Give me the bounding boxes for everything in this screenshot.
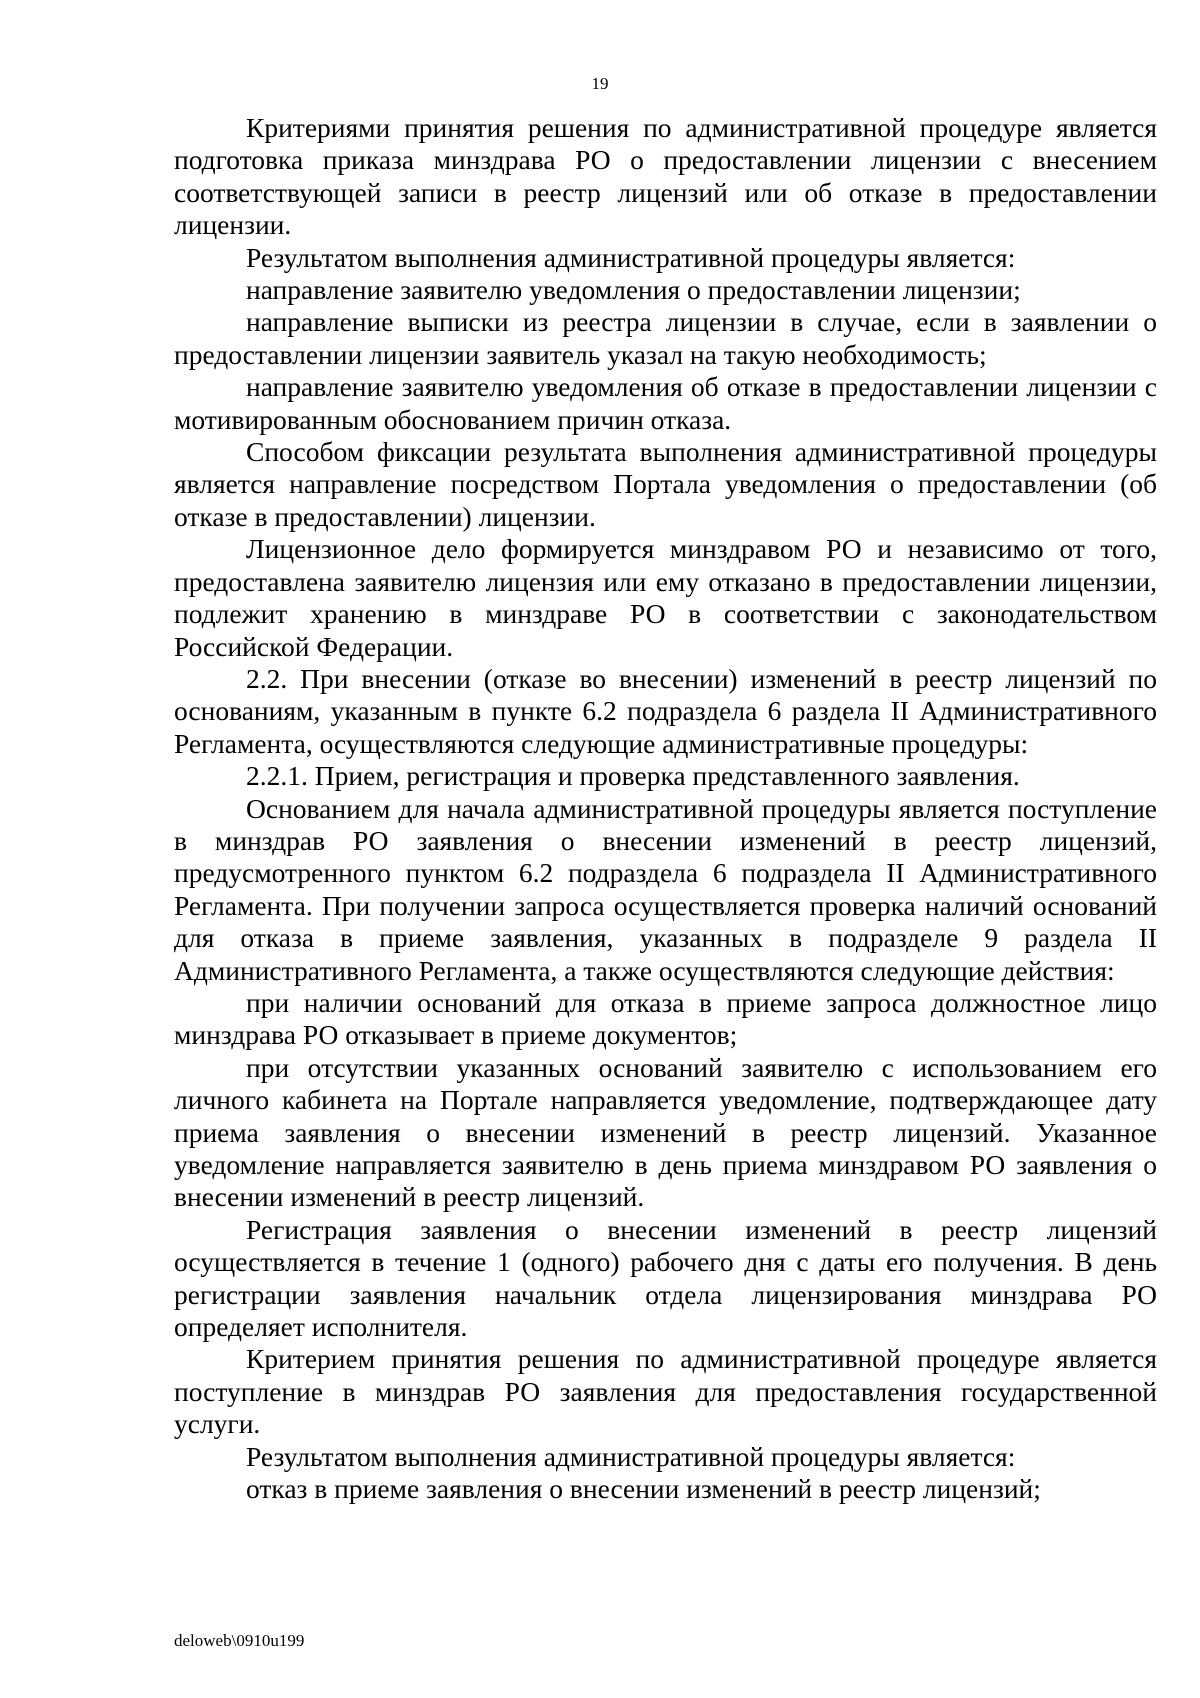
paragraph: Критерием принятия решения по административной процедуре является поступление в минздрав РО заявления для предоставления государственной услуги. — [174, 1343, 1157, 1440]
paragraph: Регистрация заявления о внесении изменений в реестр лицензий осуществляется в течение 1 (одного) рабочего дня с даты его получения. В день регистрации заявления начальник отдела лицензирования минздрава РО определяет исполнителя. — [174, 1213, 1157, 1343]
section-heading: 2.2. При внесении (отказе во внесении) изменений в реестр лицензий по основаниям, указанным в пункте 6.2 подраздела 6 раздела II Административного Регламента, осуществляются следующие административные процедуры: — [174, 662, 1157, 759]
paragraph: Лицензионное дело формируется минздравом РО и независимо от того, предоставлена заявителю лицензия или ему отказано в предоставлении лицензии, подлежит хранению в минздраве РО в соответствии с законодательством Российской Федерации. — [174, 533, 1157, 662]
paragraph: Результатом выполнения административной процедуры является: — [246, 1440, 1016, 1472]
subsection-heading: 2.2.1. Прием, регистрация и проверка представленного заявления. — [246, 760, 1020, 792]
paragraph: Результатом выполнения административной процедуры является: — [246, 241, 1016, 273]
paragraph: направление выписки из реестра лицензии в случае, если в заявлении о предоставлении лицензии заявитель указал на такую необходимость; — [174, 306, 1157, 370]
paragraph: Способом фиксации результата выполнения административной процедуры является направление посредством Портала уведомления о предоставлении (об отказе в предоставлении) лицензии. — [174, 436, 1157, 532]
paragraph: направление заявителю уведомления об отказе в предоставлении лицензии с мотивированным обоснованием причин отказа. — [174, 371, 1157, 435]
paragraph: направление заявителю уведомления о предоставлении лицензии; — [246, 274, 1021, 306]
paragraph: при наличии оснований для отказа в приеме запроса должностное лицо минздрава РО отказывает в приеме документов; — [174, 986, 1157, 1051]
document-footer-id: deloweb\0910u199 — [174, 1631, 305, 1650]
document-body — [174, 112, 1157, 1505]
paragraph: при отсутствии указанных оснований заявителю с использованием его личного кабинета на Портале направляется уведомление, подтверждающее дату приема заявления о внесении изменений в реестр лицензий. Указанное уведомление направляется заявителю в день приема минздравом РО заявления о внесении изменений в реестр лицензий. — [174, 1051, 1157, 1213]
paragraph: Критериями принятия решения по административной процедуре является подготовка приказа минздрава РО о предоставлении лицензии с внесением соответствующей записи в реестр лицензий или об отказе в предоставлении лицензии. — [174, 112, 1157, 241]
page-number: 19 — [591, 74, 609, 93]
paragraph: Основанием для начала административной процедуры является поступление в минздрав РО заявления о внесении изменений в реестр лицензий, предусмотренного пунктом 6.2 подраздела 6 подраздела II Административного Регламента. При получении запроса осуществляется проверка наличий оснований для отказа в приеме заявления, указанных в подразделе 9 раздела II Административного Регламента, а также осуществляются следующие действия: — [174, 792, 1157, 986]
paragraph: отказ в приеме заявления о внесении изменений в реестр лицензий; — [246, 1473, 1041, 1505]
